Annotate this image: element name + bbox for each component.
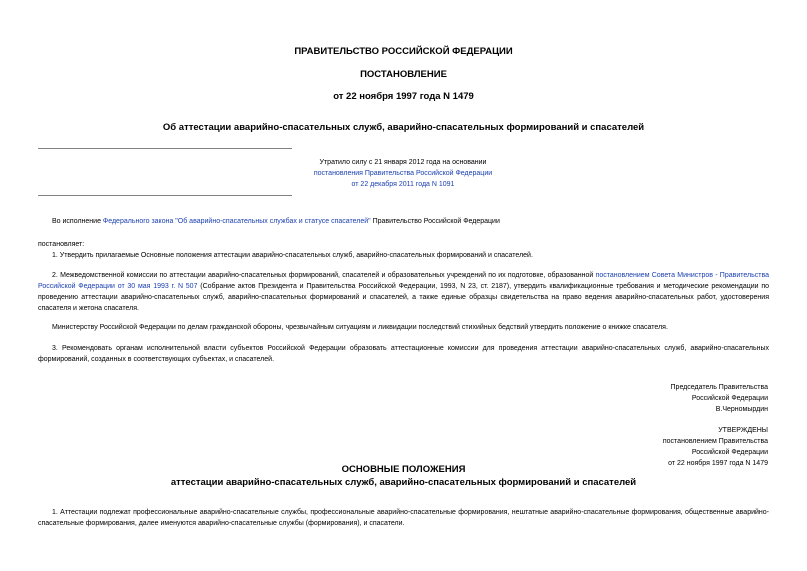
document-type: ПОСТАНОВЛЕНИЕ xyxy=(360,69,447,80)
signature-country: Российской Федерации xyxy=(691,395,768,402)
preamble-prefix: Во исполнение xyxy=(52,218,103,225)
appendix-subheading: аттестации аварийно-спасательных служб, аварийно-спасательных формирований и спасателей xyxy=(170,477,637,488)
clause-2 xyxy=(38,270,769,314)
approval-word: УТВЕРЖДЕНЫ xyxy=(718,427,768,434)
approval-country: Российской Федерации xyxy=(691,449,768,456)
decides-word: постановляет: xyxy=(38,241,85,248)
approval-by: постановлением Правительства xyxy=(662,438,768,445)
preamble xyxy=(52,216,772,227)
clause-1: 1. Утвердить прилагаемые Основные положения аттестации аварийно-спасательных служб, аварийно-спасательных формирований и спасателей. xyxy=(52,252,533,259)
clause-2-ministry: Министерству Российской Федерации по делам гражданской обороны, чрезвычайным ситуациям и ликвидации последствий стихийных бедствий утвердить положение о книжке спасателя. xyxy=(52,324,668,331)
government-heading: ПРАВИТЕЛЬСТВО РОССИЙСКОЙ ФЕДЕРАЦИИ xyxy=(294,46,513,57)
clause-2-suffix: (Собрание актов Президента и Правительства Российской Федерации, 1993, N 23, ст. 2187), утвердить квалификационные требования и методические рекомендации по проведению аттестации аварийно-спасательных служб, аварийно-спасательных формирований и спасателей, а также единые образцы свидетельства на право ведения аварийно-спасательных работ, удостоверения спасателя и жетона спасателя. xyxy=(38,283,769,312)
status-note xyxy=(290,157,516,190)
signature-block xyxy=(568,382,768,415)
document-title: Об аттестации аварийно-спасательных служб, аварийно-спасательных формирований и спасателей xyxy=(162,122,645,133)
divider-bottom xyxy=(38,195,292,196)
preamble-suffix: Правительство Российской Федерации xyxy=(370,218,500,225)
divider-top xyxy=(38,148,292,149)
signature-name: В.Черномырдин xyxy=(715,406,768,413)
clause-3: 3. Рекомендовать органам исполнительной власти субъектов Российской Федерации образовать аттестационные комиссии для проведения аттестации аварийно-спасательных служб, аварийно-спасательных формирований, созданных в соответствующих субъектах, и спасателей. xyxy=(38,345,769,363)
repeal-decree-date-link[interactable]: от 22 декабря 2011 года N 1091 xyxy=(351,181,455,188)
appendix-paragraph-1: 1. Аттестации подлежат профессиональные аварийно-спасательные службы, профессиональные аварийно-спасательные формирования, нештатные аварийно-спасательные формирования, общественные аварийно-спасательные формирования, далее именуются аварийно-спасательные службы (формирования), и спасатели. xyxy=(38,509,769,527)
status-note-text: Утратило силу с 21 января 2012 года на основании xyxy=(319,159,487,166)
federal-law-link[interactable]: Федерального закона "Об аварийно-спасательных службах и статусе спасателей" xyxy=(102,218,371,225)
clause-2-prefix: 2. Межведомственной комиссии по аттестации аварийно-спасательных формирований, спасателей и образовательных учреждений по их подготовке, образованной xyxy=(52,272,596,279)
signature-position: Председатель Правительства xyxy=(670,384,768,391)
approval-date: от 22 ноября 1997 года N 1479 xyxy=(668,460,768,467)
approval-block xyxy=(568,425,768,469)
document-date-number: от 22 ноября 1997 года N 1479 xyxy=(333,91,474,102)
council-of-ministers-link[interactable]: постановлением Совета Министров - Правительства Российской Федерации от 30 мая 1993 г. N 507 xyxy=(38,272,769,290)
repeal-decree-link[interactable]: постановления Правительства Российской Федерации xyxy=(313,170,493,177)
appendix-heading: ОСНОВНЫЕ ПОЛОЖЕНИЯ xyxy=(341,464,466,475)
